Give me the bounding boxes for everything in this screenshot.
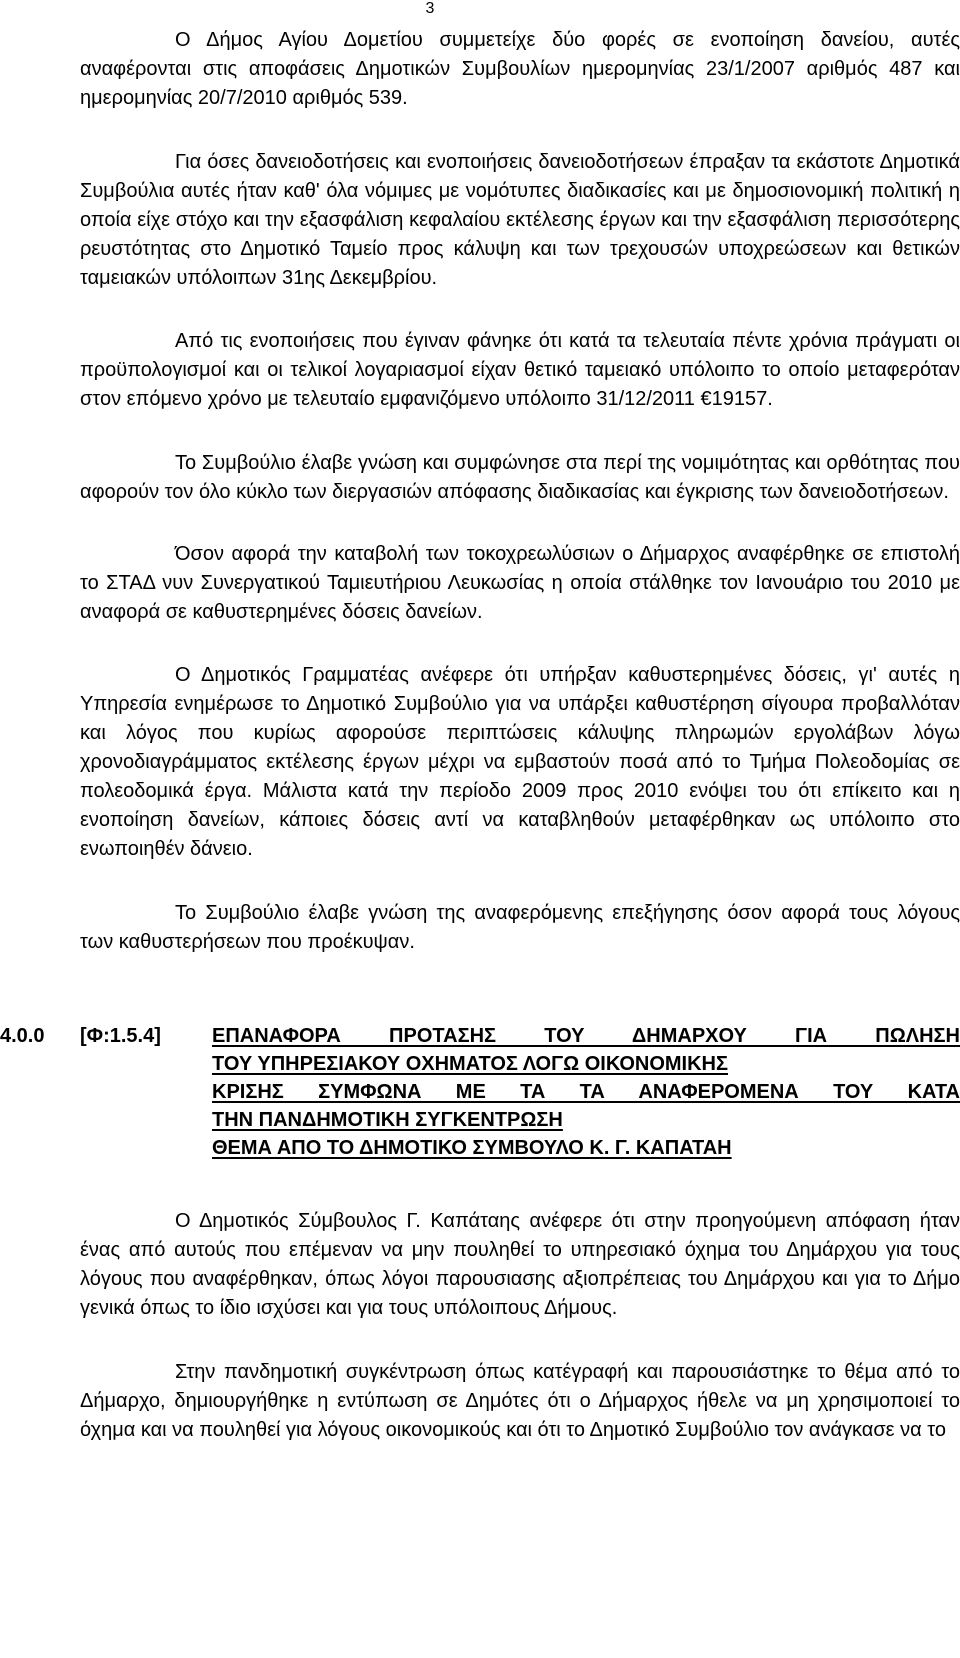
agenda-item-number: 4.0.0 [0,1025,45,1047]
agenda-item-title [212,1022,960,1162]
paragraph-cash-balance: Από τις ενοποιήσεις που έγιναν φάνηκε ότι κατά τα τελευταία πέντε χρόνια πράγματι οι προϋπολογισμοί και οι τελικοί λογαριασμοί είχαν θετικό ταμειακό υπόλοιπο το οποίο μεταφερόταν στον επόμενο χρόνο με τελευταίο εμφανιζόμενο υπόλοιπο 31/12/2011 €19157. [80,330,960,410]
page-number: 3 [425,0,435,17]
agenda-item-reference: [Φ:1.5.4] [80,1025,161,1047]
agenda-title-line-5: ΘΕΜΑ ΑΠΟ ΤΟ ΔΗΜΟΤΙΚΟ ΣΥΜΒΟΥΛΟ Κ. Γ. ΚΑΠΑΤΑΗ [212,1137,732,1159]
paragraph-kapataes-statement: Ο Δημοτικός Σύμβουλος Γ. Καπάταης ανέφερε ότι στην προηγούμενη απόφαση ήταν ένας από αυτούς που επέμεναν να μην πουληθεί το υπηρεσιακό όχημα του Δημάρχου για τους λόγους που αναφέρθηκαν, όπως λόγοι παρουσιασης αξιοπρέπειας του Δημάρχου και για το Δήμο γενικά όπως το ίδιο ισχύσει και για τους υπόλοιπους Δήμους. [80,1210,960,1319]
paragraph-loan-consolidation: Ο Δήμος Αγίου Δομετίου συμμετείχε δύο φορές σε ενοποίηση δανείου, αυτές αναφέρονται στις αποφάσεις Δημοτικών Συμβουλίων ημερομηνίας 23/1/2007 αριθμός 487 και ημερομηνίας 20/7/2010 αριθμός 539. [80,29,960,109]
paragraph-secretary-explanation: Ο Δημοτικός Γραμματέας ανέφερε ότι υπήρξαν καθυστερημένες δόσεις, γι' αυτές η Υπηρεσία ενημέρωσε το Δημοτικό Συμβούλιο για να υπάρξει καθυστέρηση σίγουρα προβαλλόταν και λόγος που κυρίως αφορούσε περιπτώσεις κάλυψης πληρωμών εργολάβων λόγω χρονοδιαγράμματος εκτέλεσης έργων μέχρι να εμβαστούν ποσά από το Τμήμα Πολεοδομίας σε πολεοδομικά έργα. Μάλιστα κατά την περίοδο 2009 προς 2010 ενόψει του ότι επίκειτο και η ενοποίηση δανείων, κάποιες δόσεις αντί να καταβληθούν μεταφέρθηκαν ως υπόλοιπο στο ενωποιηθέν δάνειο. [80,664,960,860]
agenda-title-line-3: ΚΡΙΣΗΣ ΣΥΜΦΩΝΑ ΜΕ ΤΑ ΤΑ ΑΝΑΦΕΡΟΜΕΝΑ ΤΟΥ ΚΑΤΑ [212,1081,960,1103]
document-body [0,26,960,1445]
agenda-title-line-4: ΤΗΝ ΠΑΝΔΗΜΟΤΙΚΗ ΣΥΓΚΕΝΤΡΩΣΗ [212,1109,563,1131]
agenda-title-line-1: ΕΠΑΝΑΦΟΡΑ ΠΡΟΤΑΣΗΣ ΤΟΥ ΔΗΜΑΡΧΟΥ ΓΙΑ ΠΩΛΗΣΗ [212,1025,960,1047]
agenda-title-line-2: ΤΟΥ ΥΠΗΡΕΣΙΑΚΟΥ ΟΧΗΜΑΤΟΣ ΛΟΓΩ ΟΙΚΟΝΟΜΙΚΗΣ [212,1053,729,1075]
paragraph-council-explanation: Το Συμβούλιο έλαβε γνώση της αναφερόμενης επεξήγησης όσον αφορά τους λόγους των καθυστερήσεων που προέκυψαν. [80,902,960,953]
paragraph-rally-impression: Στην πανδημοτική συγκέντρωση όπως κατέγραφή και παρουσιάστηκε το θέμα από το Δήμαρχο, δημιουργήθηκε η εντύπωση σε Δημότες ότι ο Δήμαρχος ήθελε να μη χρησιμοποιεί το όχημα και να πουληθεί για λόγους οικονομικούς και ότι το Δημοτικό Συμβούλιο τον ανάγκασε να το [80,1361,960,1441]
agenda-item-heading [0,1022,960,1172]
paragraph-installments-letter: Όσον αφορά την καταβολή των τοκοχρεωλύσιων ο Δήμαρχος αναφέρθηκε σε επιστολή το ΣΤΑΔ νυν Συνεργατικού Ταμιευτήριου Λευκωσίας η οποία στάλθηκε τον Ιανουάριο του 2010 με αναφορά σε καθυστερημένες δόσεις δανείων. [80,543,960,623]
paragraph-loan-legality: Για όσες δανειοδοτήσεις και ενοποιήσεις δανειοδοτήσεων έπραξαν τα εκάστοτε Δημοτικά Συμβούλια αυτές ήταν καθ' όλα νόμιμες με νομότυπες διαδικασίες και με δημοσιονομική πολιτική η οποία είχε στόχο και την εξασφάλιση κεφαλαίου εκτέλεσης έργων και την εξασφάλιση περισσότερης ρευστότητας στο Δημοτικό Ταμείο προς κάλυψη και των τρεχουσών υποχρεώσεων και θετικών ταμειακών υπόλοιπων 31ης Δεκεμβρίου. [80,151,960,289]
paragraph-council-acknowledged: Το Συμβούλιο έλαβε γνώση και συμφώνησε στα περί της νομιμότητας και ορθότητας που αφορούν τον όλο κύκλο των διεργασιών απόφασης διαδικασίας και έγκρισης των δανειοδοτήσεων. [80,452,960,503]
